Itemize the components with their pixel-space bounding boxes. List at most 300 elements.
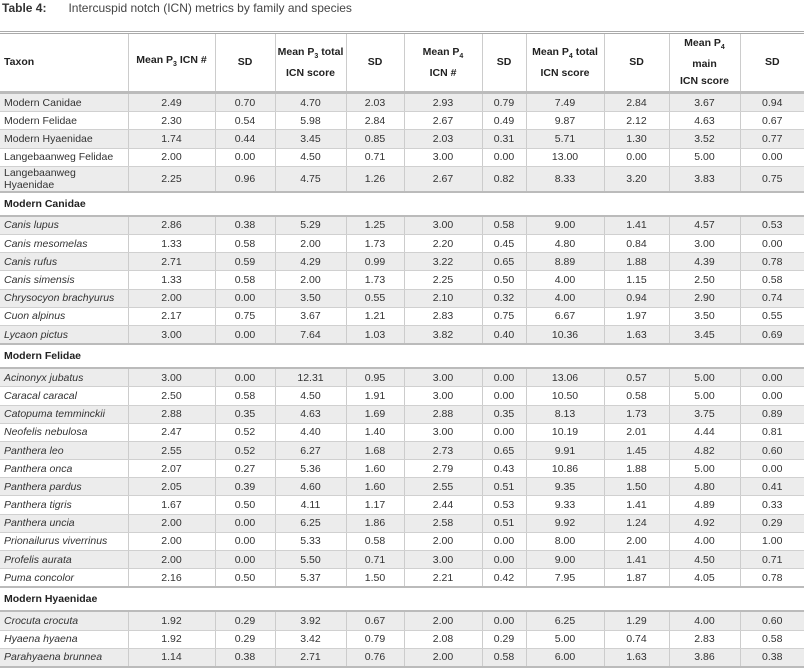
value-cell: 3.22 [404,253,482,271]
col-sd: SD [346,33,404,93]
table-row [0,166,804,192]
value-cell: 7.64 [275,325,346,344]
table-row [0,130,804,148]
table-row [0,611,804,630]
value-cell: 1.25 [346,216,404,235]
value-cell: 1.73 [604,405,669,423]
value-cell: 4.39 [669,253,740,271]
value-cell: 0.45 [482,235,526,253]
value-cell: 0.78 [740,253,804,271]
value-cell: 0.00 [215,289,275,307]
value-cell: 8.33 [526,166,604,192]
value-cell: 1.63 [604,325,669,344]
value-cell: 8.89 [526,253,604,271]
col-taxon: Taxon [0,33,128,93]
value-cell: 3.00 [404,387,482,405]
value-cell: 0.67 [346,611,404,630]
value-cell: 10.86 [526,460,604,478]
taxon-cell: Catopuma temminckii [0,405,128,423]
taxon-cell: Langebaanweg Felidae [0,148,128,166]
value-cell: 2.25 [128,166,215,192]
value-cell: 3.00 [404,423,482,441]
table-row [0,630,804,648]
value-cell: 2.67 [404,112,482,130]
value-cell: 5.29 [275,216,346,235]
value-cell: 9.87 [526,112,604,130]
value-cell: 0.29 [740,514,804,532]
value-cell: 5.00 [669,368,740,387]
value-cell: 3.92 [275,611,346,630]
table-row [0,441,804,459]
taxon-cell: Parahyaena brunnea [0,648,128,667]
value-cell: 0.44 [215,130,275,148]
value-cell: 0.42 [482,569,526,588]
value-cell: 4.50 [275,387,346,405]
value-cell: 0.51 [482,514,526,532]
value-cell: 2.71 [275,648,346,667]
value-cell: 3.82 [404,325,482,344]
value-cell: 1.91 [346,387,404,405]
value-cell: 0.32 [482,289,526,307]
value-cell: 5.00 [669,460,740,478]
value-cell: 10.50 [526,387,604,405]
value-cell: 6.27 [275,441,346,459]
value-cell: 6.67 [526,307,604,325]
value-cell: 13.06 [526,368,604,387]
value-cell: 4.05 [669,569,740,588]
value-cell: 2.83 [669,630,740,648]
value-cell: 4.00 [669,611,740,630]
value-cell: 2.00 [128,532,215,550]
col-sd: SD [740,33,804,93]
value-cell: 0.00 [740,387,804,405]
value-cell: 3.52 [669,130,740,148]
value-cell: 2.88 [128,405,215,423]
value-cell: 1.92 [128,630,215,648]
section-group [0,344,804,587]
value-cell: 0.54 [215,112,275,130]
value-cell: 2.44 [404,496,482,514]
value-cell: 2.58 [404,514,482,532]
value-cell: 0.75 [740,166,804,192]
value-cell: 2.12 [604,112,669,130]
value-cell: 0.75 [482,307,526,325]
table-row [0,148,804,166]
value-cell: 0.74 [740,289,804,307]
value-cell: 1.41 [604,496,669,514]
value-cell: 1.63 [604,648,669,667]
value-cell: 0.99 [346,253,404,271]
value-cell: 0.79 [482,93,526,112]
value-cell: 0.60 [740,441,804,459]
value-cell: 0.55 [740,307,804,325]
value-cell: 10.36 [526,325,604,344]
value-cell: 0.58 [482,648,526,667]
table-label: Table 4: [2,1,47,15]
value-cell: 4.70 [275,93,346,112]
value-cell: 2.10 [404,289,482,307]
value-cell: 2.55 [404,478,482,496]
value-cell: 0.58 [482,216,526,235]
taxon-cell: Neofelis nebulosa [0,423,128,441]
summary-group [0,93,804,192]
value-cell: 0.71 [346,551,404,569]
table-row [0,569,804,588]
value-cell: 0.95 [346,368,404,387]
value-cell: 4.63 [669,112,740,130]
value-cell: 0.74 [604,630,669,648]
icn-metrics-table [0,31,804,668]
value-cell: 3.00 [404,368,482,387]
value-cell: 0.00 [482,551,526,569]
value-cell: 2.71 [128,253,215,271]
value-cell: 5.71 [526,130,604,148]
table-row [0,551,804,569]
value-cell: 0.00 [215,551,275,569]
value-cell: 2.00 [128,148,215,166]
value-cell: 2.07 [128,460,215,478]
value-cell: 1.33 [128,271,215,289]
value-cell: 1.88 [604,253,669,271]
value-cell: 0.77 [740,130,804,148]
col-sd: SD [215,33,275,93]
table-row [0,514,804,532]
value-cell: 0.40 [482,325,526,344]
value-cell: 0.58 [740,271,804,289]
value-cell: 0.58 [346,532,404,550]
value-cell: 0.29 [215,611,275,630]
table-row [0,235,804,253]
value-cell: 2.50 [128,387,215,405]
taxon-cell: Lycaon pictus [0,325,128,344]
value-cell: 2.17 [128,307,215,325]
value-cell: 1.73 [346,235,404,253]
col-mean-p4-total: Mean $P_4$ total ICN score [526,33,604,93]
taxon-cell: Panthera tigris [0,496,128,514]
value-cell: 0.70 [215,93,275,112]
value-cell: 3.00 [128,325,215,344]
value-cell: 4.00 [526,289,604,307]
value-cell: 6.25 [526,611,604,630]
value-cell: 0.53 [740,216,804,235]
value-cell: 1.97 [604,307,669,325]
value-cell: 0.65 [482,441,526,459]
value-cell: 3.67 [669,93,740,112]
value-cell: 0.58 [215,387,275,405]
value-cell: 9.00 [526,216,604,235]
value-cell: 4.60 [275,478,346,496]
section-header-row [0,344,804,368]
value-cell: 2.00 [604,532,669,550]
value-cell: 5.00 [669,387,740,405]
value-cell: 2.00 [404,648,482,667]
value-cell: 0.57 [604,368,669,387]
value-cell: 1.41 [604,551,669,569]
value-cell: 8.00 [526,532,604,550]
value-cell: 4.00 [669,532,740,550]
value-cell: 3.83 [669,166,740,192]
table-row [0,93,804,112]
table-row [0,532,804,550]
value-cell: 1.26 [346,166,404,192]
value-cell: 1.41 [604,216,669,235]
value-cell: 2.20 [404,235,482,253]
value-cell: 2.50 [669,271,740,289]
value-cell: 0.59 [215,253,275,271]
value-cell: 0.94 [740,93,804,112]
value-cell: 1.17 [346,496,404,514]
table-row [0,460,804,478]
value-cell: 2.84 [604,93,669,112]
taxon-cell: Canis simensis [0,271,128,289]
value-cell: 4.40 [275,423,346,441]
value-cell: 0.00 [215,532,275,550]
value-cell: 8.13 [526,405,604,423]
value-cell: 0.60 [740,611,804,630]
taxon-cell: Caracal caracal [0,387,128,405]
value-cell: 5.36 [275,460,346,478]
value-cell: 4.82 [669,441,740,459]
value-cell: 0.33 [740,496,804,514]
value-cell: 0.27 [215,460,275,478]
value-cell: 4.92 [669,514,740,532]
value-cell: 6.25 [275,514,346,532]
value-cell: 1.15 [604,271,669,289]
value-cell: 2.08 [404,630,482,648]
value-cell: 0.79 [346,630,404,648]
value-cell: 13.00 [526,148,604,166]
value-cell: 3.00 [128,368,215,387]
value-cell: 5.00 [526,630,604,648]
value-cell: 7.95 [526,569,604,588]
table-row [0,253,804,271]
value-cell: 3.42 [275,630,346,648]
value-cell: 9.35 [526,478,604,496]
taxon-cell: Puma concolor [0,569,128,588]
value-cell: 2.84 [346,112,404,130]
value-cell: 4.89 [669,496,740,514]
value-cell: 0.43 [482,460,526,478]
value-cell: 3.00 [669,235,740,253]
value-cell: 2.90 [669,289,740,307]
taxon-cell: Chrysocyon brachyurus [0,289,128,307]
value-cell: 0.67 [740,112,804,130]
taxon-cell: Canis rufus [0,253,128,271]
value-cell: 0.84 [604,235,669,253]
value-cell: 1.03 [346,325,404,344]
table-row [0,423,804,441]
value-cell: 0.55 [346,289,404,307]
value-cell: 4.75 [275,166,346,192]
value-cell: 12.31 [275,368,346,387]
value-cell: 2.30 [128,112,215,130]
value-cell: 4.50 [669,551,740,569]
value-cell: 0.00 [215,514,275,532]
taxon-cell: Panthera pardus [0,478,128,496]
table-caption [2,1,352,15]
value-cell: 0.00 [482,611,526,630]
value-cell: 0.82 [482,166,526,192]
value-cell: 4.80 [669,478,740,496]
section-group [0,192,804,344]
table-row [0,307,804,325]
value-cell: 2.55 [128,441,215,459]
value-cell: 0.52 [215,441,275,459]
value-cell: 0.31 [482,130,526,148]
col-sd: SD [604,33,669,93]
value-cell: 2.79 [404,460,482,478]
section-header-row [0,192,804,216]
value-cell: 1.33 [128,235,215,253]
value-cell: 2.47 [128,423,215,441]
value-cell: 0.71 [346,148,404,166]
value-cell: 2.05 [128,478,215,496]
value-cell: 0.35 [215,405,275,423]
section-title: Modern Canidae [0,192,804,216]
value-cell: 0.29 [215,630,275,648]
value-cell: 2.25 [404,271,482,289]
value-cell: 0.00 [482,387,526,405]
value-cell: 4.50 [275,148,346,166]
value-cell: 2.00 [128,514,215,532]
value-cell: 0.58 [215,235,275,253]
value-cell: 3.67 [275,307,346,325]
value-cell: 1.92 [128,611,215,630]
table-row [0,112,804,130]
value-cell: 0.49 [482,112,526,130]
value-cell: 2.01 [604,423,669,441]
value-cell: 3.50 [669,307,740,325]
col-mean-p4-main: Mean $P_4$ main ICN score [669,33,740,93]
value-cell: 9.92 [526,514,604,532]
value-cell: 0.00 [482,423,526,441]
value-cell: 0.53 [482,496,526,514]
value-cell: 2.49 [128,93,215,112]
value-cell: 0.96 [215,166,275,192]
value-cell: 0.00 [740,368,804,387]
value-cell: 1.68 [346,441,404,459]
value-cell: 3.45 [669,325,740,344]
value-cell: 0.41 [740,478,804,496]
table-row [0,216,804,235]
value-cell: 0.00 [740,148,804,166]
value-cell: 0.58 [740,630,804,648]
taxon-cell: Panthera leo [0,441,128,459]
value-cell: 3.00 [404,216,482,235]
col-sd: SD [482,33,526,93]
value-cell: 0.29 [482,630,526,648]
value-cell: 0.00 [604,148,669,166]
value-cell: 0.39 [215,478,275,496]
section-title: Modern Hyaenidae [0,587,804,611]
value-cell: 7.49 [526,93,604,112]
value-cell: 2.00 [275,235,346,253]
taxon-cell: Canis mesomelas [0,235,128,253]
taxon-cell: Acinonyx jubatus [0,368,128,387]
value-cell: 9.00 [526,551,604,569]
value-cell: 0.00 [482,368,526,387]
section-group [0,587,804,667]
value-cell: 4.57 [669,216,740,235]
value-cell: 0.35 [482,405,526,423]
value-cell: 0.00 [215,148,275,166]
value-cell: 1.30 [604,130,669,148]
value-cell: 2.00 [128,551,215,569]
table-row [0,271,804,289]
header-row [0,33,804,93]
taxon-cell: Modern Hyaenidae [0,130,128,148]
value-cell: 1.74 [128,130,215,148]
col-mean-p3-icn: Mean $P_3$ ICN # [128,33,215,93]
section-header-row [0,587,804,611]
value-cell: 1.86 [346,514,404,532]
value-cell: 1.73 [346,271,404,289]
value-cell: 1.60 [346,460,404,478]
taxon-cell: Profelis aurata [0,551,128,569]
value-cell: 1.67 [128,496,215,514]
value-cell: 5.33 [275,532,346,550]
value-cell: 1.29 [604,611,669,630]
value-cell: 4.11 [275,496,346,514]
value-cell: 0.65 [482,253,526,271]
value-cell: 1.60 [346,478,404,496]
value-cell: 0.58 [604,387,669,405]
value-cell: 3.45 [275,130,346,148]
taxon-cell: Modern Canidae [0,93,128,112]
value-cell: 0.71 [740,551,804,569]
taxon-cell: Hyaena hyaena [0,630,128,648]
value-cell: 0.85 [346,130,404,148]
value-cell: 2.00 [404,611,482,630]
value-cell: 0.38 [215,648,275,667]
value-cell: 5.00 [669,148,740,166]
value-cell: 2.03 [404,130,482,148]
value-cell: 4.29 [275,253,346,271]
value-cell: 9.91 [526,441,604,459]
value-cell: 0.94 [604,289,669,307]
value-cell: 0.00 [215,325,275,344]
value-cell: 4.63 [275,405,346,423]
value-cell: 2.83 [404,307,482,325]
value-cell: 1.00 [740,532,804,550]
taxon-cell: Langebaanweg Hyaenidae [0,166,128,192]
value-cell: 3.00 [404,148,482,166]
value-cell: 1.88 [604,460,669,478]
value-cell: 2.86 [128,216,215,235]
value-cell: 2.03 [346,93,404,112]
value-cell: 0.50 [215,496,275,514]
value-cell: 0.38 [215,216,275,235]
value-cell: 0.00 [482,532,526,550]
value-cell: 0.52 [215,423,275,441]
value-cell: 4.00 [526,271,604,289]
value-cell: 0.78 [740,569,804,588]
table-row [0,478,804,496]
taxon-cell: Crocuta crocuta [0,611,128,630]
value-cell: 0.51 [482,478,526,496]
col-mean-p4-icn: Mean $P_4$ ICN # [404,33,482,93]
value-cell: 2.67 [404,166,482,192]
value-cell: 3.20 [604,166,669,192]
taxon-cell: Canis lupus [0,216,128,235]
value-cell: 5.98 [275,112,346,130]
value-cell: 0.69 [740,325,804,344]
taxon-cell: Cuon alpinus [0,307,128,325]
value-cell: 0.00 [482,148,526,166]
table-row [0,648,804,667]
value-cell: 0.81 [740,423,804,441]
value-cell: 0.58 [215,271,275,289]
